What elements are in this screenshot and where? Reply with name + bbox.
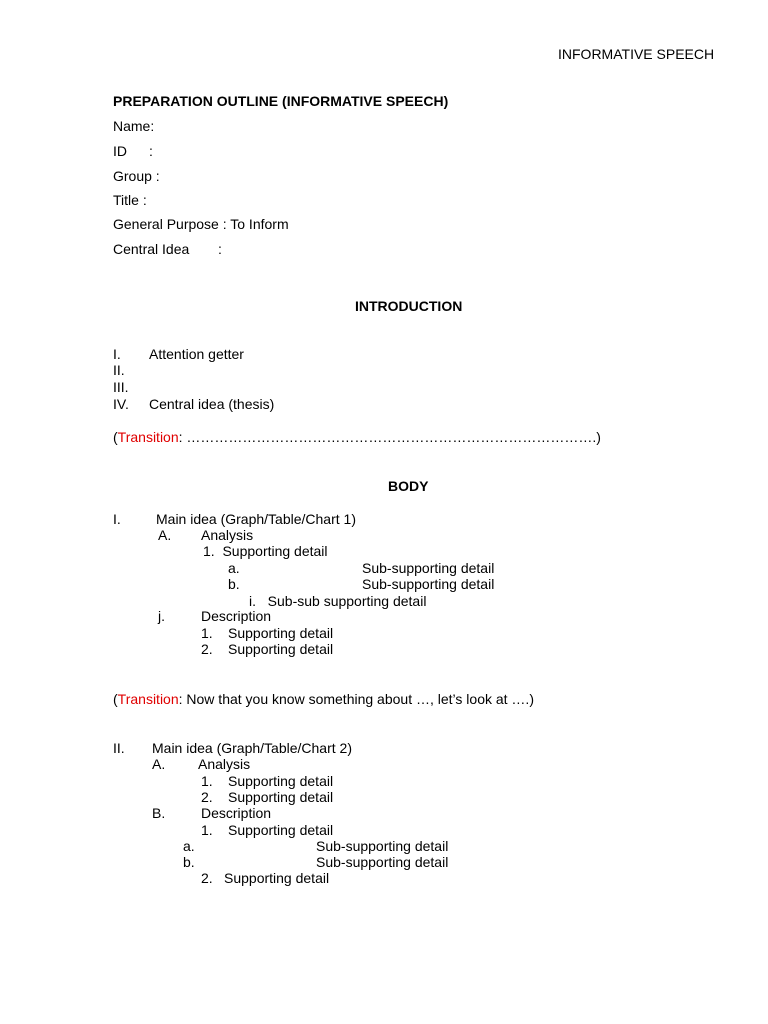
transition-label: Transition: [117, 429, 179, 445]
intro-text-1: Attention getter: [149, 346, 244, 362]
main1-a1bi: i. Sub-sub supporting detail: [249, 593, 427, 609]
running-header: INFORMATIVE SPEECH: [558, 46, 715, 62]
group-field: Group :: [113, 168, 160, 184]
main1-j2-text: Supporting detail: [228, 641, 334, 657]
main2-b1a-text: Sub-supporting detail: [316, 838, 449, 854]
id-label: ID: [113, 143, 127, 159]
intro-transition: [113, 429, 601, 445]
outline-title: PREPARATION OUTLINE (INFORMATIVE SPEECH): [113, 93, 449, 109]
intro-num-3: III.: [113, 379, 129, 395]
main2-a-num: A.: [152, 756, 166, 772]
intro-num-4: IV.: [113, 396, 129, 412]
main2-b2-num: 2.: [201, 870, 213, 886]
main1-a1a-num: a.: [228, 560, 240, 576]
transition-label: Transition: [117, 691, 179, 707]
body-transition: [113, 691, 534, 707]
introduction-heading: INTRODUCTION: [355, 298, 463, 314]
id-colon: :: [149, 143, 153, 159]
transition-open: (: [113, 429, 118, 445]
main2-text: Main idea (Graph/Table/Chart 2): [152, 740, 352, 756]
title-field: Title :: [113, 192, 147, 208]
main1-a1a-text: Sub-supporting detail: [362, 560, 495, 576]
transition-open: (: [113, 691, 118, 707]
intro-num-2: II.: [113, 362, 125, 378]
central-idea-label: Central Idea: [113, 241, 190, 257]
main2-b1a-num: a.: [183, 838, 195, 854]
main1-num: I.: [113, 511, 121, 527]
main1-a1b-text: Sub-supporting detail: [362, 576, 495, 592]
main2-a2-num: 2.: [201, 789, 213, 805]
main2-b1b-num: b.: [183, 854, 195, 870]
main2-b1-num: 1.: [201, 822, 213, 838]
main2-b-text: Description: [201, 805, 272, 821]
main1-j-text: Description: [201, 608, 272, 624]
main2-b1-text: Supporting detail: [228, 822, 334, 838]
intro-num-1: I.: [113, 346, 121, 362]
main2-b2-text: Supporting detail: [224, 870, 330, 886]
main2-b-num: B.: [152, 805, 166, 821]
main2-a1-num: 1.: [201, 773, 213, 789]
main1-j1-text: Supporting detail: [228, 625, 334, 641]
general-purpose-field: General Purpose : To Inform: [113, 216, 289, 232]
transition-text: : …………………………………………………………………………….): [178, 429, 601, 445]
main1-text: Main idea (Graph/Table/Chart 1): [156, 511, 356, 527]
main1-a1: 1. Supporting detail: [203, 543, 328, 559]
main1-j2-num: 2.: [201, 641, 213, 657]
main1-j-num: j.: [158, 608, 165, 624]
intro-text-4: Central idea (thesis): [149, 396, 275, 412]
main2-a1-text: Supporting detail: [228, 773, 334, 789]
main1-j1-num: 1.: [201, 625, 213, 641]
body-heading: BODY: [388, 478, 429, 494]
main2-num: II.: [113, 740, 125, 756]
main2-a2-text: Supporting detail: [228, 789, 334, 805]
main1-a-text: Analysis: [201, 527, 254, 543]
name-field: Name:: [113, 118, 155, 134]
transition-text: : Now that you know something about …, let’s look at ….): [178, 691, 534, 707]
main2-a-text: Analysis: [198, 756, 251, 772]
main1-a1b-num: b.: [228, 576, 240, 592]
main1-a-num: A.: [158, 527, 172, 543]
main2-b1b-text: Sub-supporting detail: [316, 854, 449, 870]
central-idea-colon: :: [218, 241, 222, 257]
